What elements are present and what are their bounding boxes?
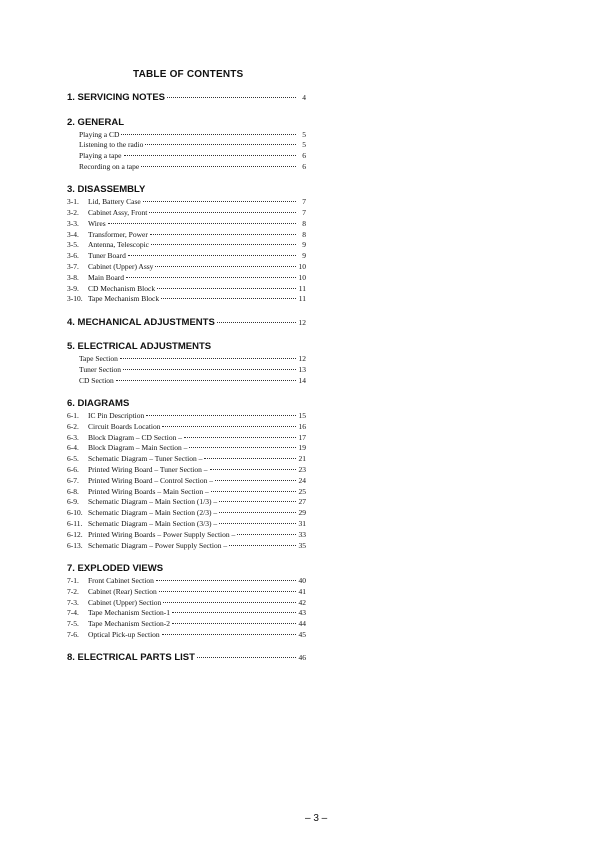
toc-entry[interactable]: [67, 140, 306, 151]
dot-leader: [167, 97, 296, 98]
entry-page-number: 9: [302, 240, 306, 250]
dot-leader: [150, 234, 296, 235]
entry-label: Tape Mechanism Section-2: [88, 619, 170, 629]
entry-number: 7-5.: [67, 619, 79, 629]
entry-label: Antenna, Telescopic: [88, 240, 149, 250]
entry-number: 3-8.: [67, 272, 79, 282]
section-heading[interactable]: [67, 184, 307, 197]
dot-leader: [210, 469, 296, 470]
section-heading-label: 5. ELECTRICAL ADJUSTMENTS: [67, 341, 212, 353]
dot-leader: [189, 447, 296, 448]
dot-leader: [145, 144, 296, 145]
toc-entry[interactable]: [67, 519, 306, 530]
entry-label: Tuner Board: [88, 251, 126, 261]
entry-label: IC Pin Description: [88, 411, 145, 421]
entry-label: Printed Wiring Board – Control Section –: [88, 475, 213, 485]
dot-leader: [162, 634, 296, 635]
entry-label: Tuner Section: [79, 364, 122, 374]
entry-number: 7-2.: [67, 586, 79, 596]
toc-entry[interactable]: [67, 487, 306, 498]
entry-page-number: 23: [298, 465, 306, 475]
dot-leader: [219, 523, 296, 524]
entry-number: 6-4.: [67, 443, 79, 453]
entry-label: Cabinet Assy, Front: [88, 207, 148, 217]
entry-label: Cabinet (Upper) Assy: [88, 261, 154, 271]
entry-page-number: 24: [298, 475, 306, 485]
toc-section: [67, 92, 307, 105]
entry-number: 3-5.: [67, 240, 79, 250]
entry-label: Tape Mechanism Block: [88, 294, 160, 304]
toc-entry[interactable]: [67, 197, 306, 208]
toc-entry[interactable]: [67, 208, 306, 219]
page-title: TABLE OF CONTENTS: [133, 69, 244, 80]
toc-entry[interactable]: [67, 130, 306, 141]
entry-number: 6-6.: [67, 465, 79, 475]
entry-label: Printed Wiring Board – Tuner Section –: [88, 465, 208, 475]
dot-leader: [219, 501, 296, 502]
entry-page-number: 43: [298, 608, 306, 618]
toc-entry[interactable]: [67, 497, 306, 508]
toc-entry[interactable]: [67, 587, 306, 598]
entry-page-number: 7: [302, 207, 306, 217]
entry-number: 3-2.: [67, 207, 79, 217]
toc-entry[interactable]: [67, 354, 306, 365]
toc-entry[interactable]: [67, 630, 306, 641]
toc-entry[interactable]: [67, 411, 306, 422]
entry-number: 6-1.: [67, 411, 79, 421]
entry-page-number: 8: [302, 229, 306, 239]
entry-number: 3-7.: [67, 261, 79, 271]
entry-label: Tape Section: [79, 354, 118, 364]
section-heading-label: 2. GENERAL: [67, 116, 125, 128]
entry-label: Front Cabinet Section: [88, 575, 154, 585]
toc-entry[interactable]: [67, 619, 306, 630]
toc-section: [67, 563, 307, 641]
entry-label: Block Diagram – CD Section –: [88, 432, 182, 442]
toc-entry[interactable]: [67, 443, 306, 454]
entry-page-number: 11: [298, 283, 306, 293]
toc-entry[interactable]: [67, 273, 306, 284]
entry-label: Schematic Diagram – Tuner Section –: [88, 454, 203, 464]
entry-page-number: 29: [298, 508, 306, 518]
section-heading-label: 8. ELECTRICAL PARTS LIST: [67, 652, 195, 664]
entry-page-number: 40: [298, 575, 306, 585]
toc-entry[interactable]: [67, 433, 306, 444]
entry-label: Printed Wiring Boards – Main Section –: [88, 486, 209, 496]
entry-number: 6-10.: [67, 508, 83, 518]
toc-entry[interactable]: [67, 530, 306, 541]
entry-page-number: 25: [298, 486, 306, 496]
dot-leader: [172, 623, 296, 624]
entry-page-number: 35: [298, 540, 306, 550]
entry-label: Cabinet (Rear) Section: [88, 586, 157, 596]
dot-leader: [229, 545, 296, 546]
toc-entry[interactable]: [67, 598, 306, 609]
toc-entry[interactable]: [67, 608, 306, 619]
dot-leader: [121, 134, 296, 135]
section-heading-label: 3. DISASSEMBLY: [67, 184, 146, 196]
toc-entry[interactable]: [67, 422, 306, 433]
section-heading[interactable]: [67, 341, 307, 354]
entry-number: 6-11.: [67, 519, 83, 529]
entry-label: CD Section: [79, 375, 114, 385]
dot-leader: [155, 266, 296, 267]
toc-section: [67, 398, 307, 551]
entry-number: 7-1.: [67, 575, 79, 585]
toc-entry[interactable]: [67, 508, 306, 519]
toc-entry[interactable]: [67, 262, 306, 273]
dot-leader: [108, 223, 296, 224]
entry-label: Transformer, Power: [88, 229, 148, 239]
toc-entry[interactable]: [67, 465, 306, 476]
toc-entry[interactable]: [67, 541, 306, 552]
section-page-number: 46: [298, 653, 306, 663]
toc-entry[interactable]: [67, 251, 306, 262]
entry-number: 6-13.: [67, 540, 83, 550]
entry-page-number: 33: [298, 529, 306, 539]
dot-leader: [143, 201, 296, 202]
entry-number: 3-3.: [67, 218, 79, 228]
dot-leader: [172, 612, 296, 613]
toc-section: [67, 341, 307, 386]
entry-page-number: 12: [298, 354, 306, 364]
entry-page-number: 9: [302, 251, 306, 261]
entry-label: Playing a tape: [79, 151, 122, 161]
entry-label: Schematic Diagram – Main Section (2/3) –: [88, 508, 218, 518]
entry-page-number: 42: [298, 597, 306, 607]
dot-leader: [157, 288, 296, 289]
dot-leader: [156, 580, 296, 581]
entry-label: Tape Mechanism Section-1: [88, 608, 170, 618]
entry-page-number: 19: [298, 443, 306, 453]
toc-section: [67, 317, 307, 330]
entry-page-number: 13: [298, 364, 306, 374]
section-heading[interactable]: [67, 92, 306, 105]
entry-label: Recording on a tape: [79, 161, 140, 171]
toc-entry[interactable]: [67, 576, 306, 587]
dot-leader: [197, 657, 296, 658]
dot-leader: [219, 512, 296, 513]
entry-label: Schematic Diagram – Main Section (3/3) –: [88, 519, 218, 529]
dot-leader: [159, 591, 296, 592]
entry-number: 6-3.: [67, 432, 79, 442]
dot-leader: [120, 358, 296, 359]
entry-label: Schematic Diagram – Power Supply Section –: [88, 540, 228, 550]
section-page-number: 12: [298, 317, 306, 327]
entry-page-number: 7: [302, 197, 306, 207]
entry-number: 6-7.: [67, 475, 79, 485]
dot-leader: [116, 380, 296, 381]
entry-label: Lid, Battery Case: [88, 197, 141, 207]
entry-number: 7-4.: [67, 608, 79, 618]
entry-label: Printed Wiring Boards – Power Supply Section –: [88, 529, 236, 539]
entry-page-number: 8: [302, 218, 306, 228]
entry-label: Main Board: [88, 272, 125, 282]
entry-page-number: 31: [298, 519, 306, 529]
section-heading-label: 6. DIAGRAMS: [67, 398, 130, 410]
entry-label: Circuit Boards Location: [88, 421, 161, 431]
toc-entry[interactable]: [67, 376, 306, 387]
toc-entry[interactable]: [67, 454, 306, 465]
toc-entry[interactable]: [67, 284, 306, 295]
section-heading[interactable]: [67, 398, 307, 411]
dot-leader: [126, 277, 296, 278]
toc-entry[interactable]: [67, 219, 306, 230]
section-page-number: 4: [302, 93, 306, 102]
entry-label: Listening to the radio: [79, 140, 144, 150]
entry-label: Wires: [88, 218, 106, 228]
entry-page-number: 17: [298, 432, 306, 442]
toc-section: [67, 117, 307, 173]
dot-leader: [184, 437, 296, 438]
entry-page-number: 45: [298, 629, 306, 639]
dot-leader: [161, 298, 296, 299]
dot-leader: [141, 166, 296, 167]
section-heading[interactable]: [67, 317, 306, 330]
entry-number: 6-9.: [67, 497, 79, 507]
entry-page-number: 15: [298, 411, 306, 421]
entry-label: Cabinet (Upper) Section: [88, 597, 162, 607]
dot-leader: [163, 602, 296, 603]
entry-page-number: 41: [298, 586, 306, 596]
entry-number: 6-5.: [67, 454, 79, 464]
entry-number: 6-8.: [67, 486, 79, 496]
section-heading-label: 4. MECHANICAL ADJUSTMENTS: [67, 316, 215, 328]
entry-label: Block Diagram – Main Section –: [88, 443, 188, 453]
toc-entry[interactable]: [67, 230, 306, 241]
section-heading-label: 1. SERVICING NOTES: [67, 92, 166, 103]
dot-leader: [151, 244, 296, 245]
entry-label: CD Mechanism Block: [88, 283, 156, 293]
dot-leader: [124, 155, 297, 156]
page-number-footer: – 3 –: [305, 813, 328, 824]
toc-entry[interactable]: [67, 240, 306, 251]
entry-page-number: 5: [302, 140, 306, 150]
entry-number: 7-3.: [67, 597, 79, 607]
entry-page-number: 16: [298, 421, 306, 431]
dot-leader: [237, 534, 296, 535]
entry-number: 7-6.: [67, 629, 79, 639]
entry-page-number: 44: [298, 619, 306, 629]
section-heading-label: 7. EXPLODED VIEWS: [67, 562, 164, 574]
section-heading[interactable]: [67, 117, 307, 130]
entry-label: Optical Pick-up Section: [88, 629, 160, 639]
toc-entry[interactable]: [67, 151, 306, 162]
dot-leader: [215, 480, 296, 481]
entry-page-number: 11: [298, 294, 306, 304]
dot-leader: [162, 426, 296, 427]
entry-number: 6-12.: [67, 529, 83, 539]
dot-leader: [123, 369, 296, 370]
dot-leader: [204, 458, 296, 459]
toc-entry[interactable]: [67, 365, 306, 376]
entry-number: 3-9.: [67, 283, 79, 293]
table-of-contents: [67, 92, 307, 677]
toc-entry[interactable]: [67, 294, 306, 305]
entry-label: Playing a CD: [79, 129, 120, 139]
entry-page-number: 10: [298, 272, 306, 282]
dot-leader: [128, 255, 296, 256]
entry-page-number: 14: [298, 375, 306, 385]
entry-page-number: 10: [298, 261, 306, 271]
entry-page-number: 6: [302, 161, 306, 171]
entry-page-number: 27: [298, 497, 306, 507]
section-heading[interactable]: [67, 563, 307, 576]
dot-leader: [149, 212, 296, 213]
toc-section: [67, 184, 307, 305]
entry-number: 6-2.: [67, 421, 79, 431]
dot-leader: [146, 415, 296, 416]
entry-page-number: 6: [302, 151, 306, 161]
entry-label: Schematic Diagram – Main Section (1/3) –: [88, 497, 218, 507]
entry-page-number: 5: [302, 129, 306, 139]
toc-entry[interactable]: [67, 162, 306, 173]
entry-page-number: 21: [298, 454, 306, 464]
entry-number: 3-10.: [67, 294, 83, 304]
toc-entry[interactable]: [67, 476, 306, 487]
section-heading[interactable]: [67, 652, 306, 665]
dot-leader: [217, 322, 296, 323]
toc-section: [67, 652, 307, 665]
entry-number: 3-1.: [67, 197, 79, 207]
entry-number: 3-4.: [67, 229, 79, 239]
dot-leader: [211, 491, 296, 492]
entry-number: 3-6.: [67, 251, 79, 261]
